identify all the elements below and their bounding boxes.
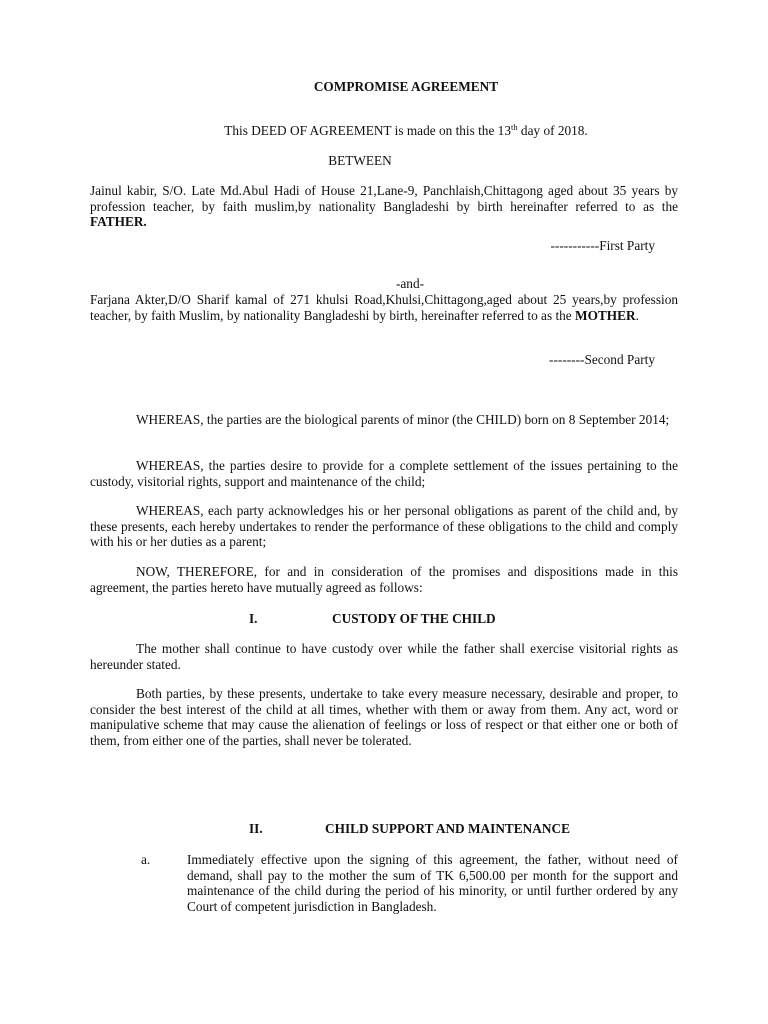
recital-paragraph: WHEREAS, the parties desire to provide for a complete settlement of the issues pertaining to the custody, visitorial rights, support and maintenance of the child; <box>90 458 678 489</box>
second-party-role-suffix: . <box>635 307 639 323</box>
section-title: CUSTODY OF THE CHILD <box>332 611 496 626</box>
second-party-label: --------Second Party <box>549 352 655 367</box>
deed-text-end: day of 2018. <box>517 123 588 138</box>
recital-paragraph: WHEREAS, each party acknowledges his or her personal obligations as parent of the child and, by these presents, each hereby undertakes to render the performance of these obligations to the child and comply with his or her duties as a parent; <box>90 503 678 550</box>
deed-text-start: This DEED OF AGREEMENT is made on this the 13 <box>224 123 511 138</box>
list-item-marker: a. <box>141 852 151 867</box>
deed-statement <box>0 123 768 139</box>
second-party-text: Farjana Akter,D/O Sharif kamal of 271 khulsi Road,Khulsi,Chittagong,aged about 25 years,by profession teacher, by faith Muslim, by nationality Bangladeshi by birth, hereinafter referred to as the <box>90 292 678 323</box>
first-party-role: FATHER. <box>90 214 147 230</box>
list-item-text: Immediately effective upon the signing of this agreement, the father, without need of demand, shall pay to the mother the sum of TK 6,500.00 per month for the support and maintenance of the child during the period of his minority, or until further ordered by any Court of competent jurisdiction in Bangladesh. <box>187 852 678 914</box>
list-item <box>141 852 678 922</box>
deed-date-suffix: th <box>510 122 518 132</box>
section-number: II. <box>249 821 263 836</box>
between-label: BETWEEN <box>328 153 392 168</box>
section-number: I. <box>249 611 258 626</box>
second-party-description <box>90 292 678 323</box>
section-title: CHILD SUPPORT AND MAINTENANCE <box>325 821 570 836</box>
first-party-description <box>90 183 678 230</box>
and-separator: -and- <box>395 276 425 291</box>
recital-paragraph: NOW, THEREFORE, for and in consideration of the promises and dispositions made in this agreement, the parties hereto have mutually agreed as follows: <box>90 564 678 595</box>
document-title: COMPROMISE AGREEMENT <box>313 79 499 94</box>
first-party-text: Jainul kabir, S/O. Late Md.Abul Hadi of House 21,Lane-9, Panchlaish,Chittagong aged about 35 years by profession teacher, by faith muslim,by nationality Bangladeshi by birth hereinafter referred to as the <box>90 183 678 214</box>
first-party-label: -----------First Party <box>550 238 655 253</box>
section-paragraph: Both parties, by these presents, undertake to take every measure necessary, desirable and proper, to consider the best interest of the child at all times, whether with them or away from them. Any act, word or manipulative scheme that may cause the alienation of feelings or loss of respect or that either one or both of them, from either one of the parties, shall never be tolerated. <box>90 686 678 748</box>
recital-paragraph: WHEREAS, the parties are the biological parents of minor (the CHILD) born on 8 September 2014; <box>136 412 670 427</box>
second-party-role: MOTHER <box>575 307 636 323</box>
section-paragraph: The mother shall continue to have custody over while the father shall exercise visitorial rights as hereunder stated. <box>90 641 678 672</box>
